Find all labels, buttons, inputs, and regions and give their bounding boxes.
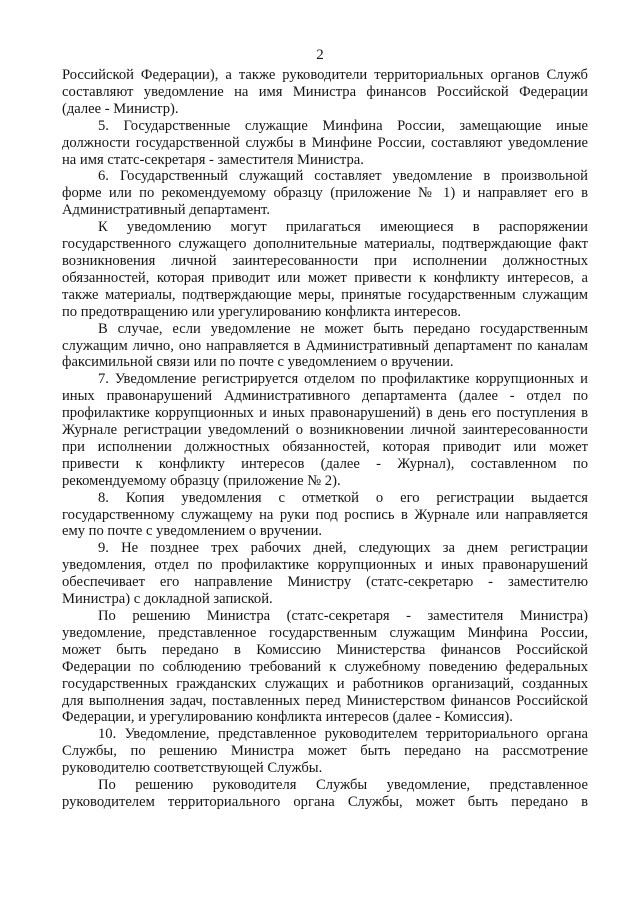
paragraph [62, 490, 588, 541]
text-line: 8. Копия уведомления с отметкой о его регистрации выдается [98, 489, 588, 506]
text-line: Министра) с докладной запиской. [62, 591, 273, 608]
text-line: Службы, по решению Министра может быть передано на рассмотрение [62, 743, 588, 760]
text-line: привести к конфликту интересов (далее - Журнал), составленном по [62, 455, 588, 472]
text-line: для выполнения задач, поставленных перед Министерством финансов Российской [62, 692, 588, 709]
text-line: 9. Не позднее трех рабочих дней, следующих за днем регистрации [98, 540, 588, 557]
text-line: (далее - Министр). [62, 100, 179, 117]
text-line: 6. Государственный служащий составляет уведомление в произвольной [98, 168, 588, 185]
text-line: К уведомлению могут прилагаться имеющиеся в распоряжении [98, 219, 588, 236]
text-line: По решению Министра (статс-секретаря - заместителя Министра) [98, 608, 588, 624]
text-line: на имя статс-секретаря - заместителя Министра. [62, 151, 364, 168]
text-line: государственному служащему на руки под роспись в Журнале или направляется [62, 506, 588, 523]
text-line: профилактике коррупционных и иных правонарушений) в день его поступления в [62, 405, 588, 422]
text-line: по предотвращению или урегулированию конфликта интересов. [62, 303, 462, 320]
paragraph [62, 219, 588, 320]
text-line: уведомление, представленное государственным служащим Минфина России, [62, 624, 588, 641]
text-line: Российской Федерации), а также руководители территориальных органов Служб [62, 67, 588, 83]
text-line: государственных гражданских служащих и работников организаций, созданных [62, 675, 588, 692]
paragraph [62, 540, 588, 608]
text-line: руководителем территориального органа Службы, может быть передано в [62, 793, 588, 810]
text-line: может быть передано в Комиссию Министерства финансов Российской [62, 641, 588, 658]
text-line: при исполнении должностных обязанностей, которая приводит или может [62, 438, 588, 455]
paragraph [62, 608, 588, 726]
text-line: также материалы, подтверждающие меры, принятые государственным служащим [62, 286, 588, 303]
text-line: факсимильной связи или по почте с уведомлением о вручении. [62, 354, 454, 371]
text-line: ему по почте с уведомлением о вручении. [62, 523, 323, 540]
paragraph [62, 168, 588, 219]
paragraph [62, 726, 588, 777]
paragraph [62, 777, 588, 811]
text-line: По решению руководителя Службы уведомление, представленное [98, 777, 588, 794]
document-body [62, 67, 588, 811]
page-number: 2 [316, 47, 324, 63]
text-line: форме или по рекомендуемому образцу (приложение № 1) и направляет его в [62, 185, 588, 202]
text-line: должности государственной службы в Минфине России, составляют уведомление [62, 134, 588, 151]
text-line: обязанностей, которая приводит или может привести к конфликту интересов, а [62, 269, 588, 286]
text-line: служащим лично, оно направляется в Административный департамент по каналам [62, 337, 588, 354]
text-line: рекомендуемому образцу (приложение № 2). [62, 472, 341, 489]
text-line: составляют уведомление на имя Министра финансов Российской Федерации [62, 83, 588, 100]
text-line: руководителю соответствующей Службы. [62, 760, 323, 777]
text-line: возникновения личной заинтересованности при исполнении должностных [62, 252, 588, 269]
paragraph [62, 371, 588, 489]
text-line: В случае, если уведомление не может быть передано государственным [98, 320, 588, 337]
text-line: государственного служащего дополнительные материалы, подтверждающие факт [62, 236, 588, 253]
text-line: иных правонарушений Административного департамента (далее - отдел по [62, 388, 588, 405]
text-line: 7. Уведомление регистрируется отделом по профилактике коррупционных и [98, 371, 588, 388]
text-line: Административный департамент. [62, 202, 270, 219]
paragraph [62, 118, 588, 169]
text-line: обеспечивает его направление Министру (статс-секретарю - заместителю [62, 574, 588, 591]
text-line: Журнале регистрации уведомлений о возникновении личной заинтересованности [62, 422, 588, 439]
text-line: Федерации по соблюдению требований к служебному поведению федеральных [62, 658, 588, 675]
text-line: 5. Государственные служащие Минфина России, замещающие иные [98, 117, 588, 134]
text-line: 10. Уведомление, представленное руководителем территориального органа [98, 726, 588, 743]
text-line: уведомления, отдел по профилактике коррупционных и иных правонарушений [62, 557, 588, 574]
text-line: Федерации, и урегулированию конфликта интересов (далее - Комиссия). [62, 709, 513, 726]
paragraph [62, 67, 588, 118]
paragraph [62, 321, 588, 372]
